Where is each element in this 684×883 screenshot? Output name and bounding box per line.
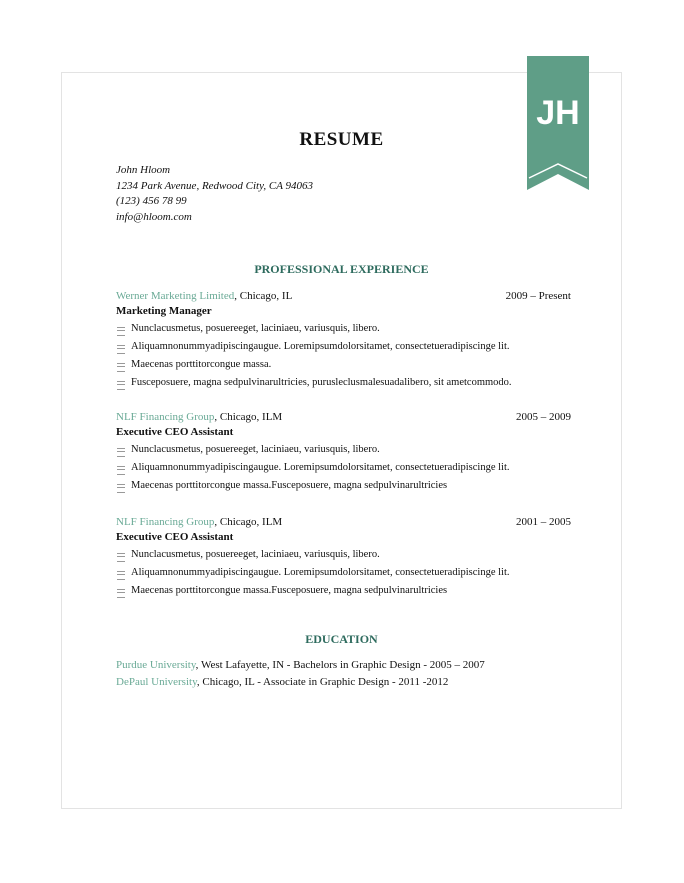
bullet-item: Fusceposuere, magna sedpulvinarultricies, purusleclusmalesuadalibero, sit ametcommodo. — [116, 374, 571, 392]
education-heading: EDUCATION — [305, 632, 378, 646]
job-entry — [116, 290, 571, 392]
bullet-item: Nunclacusmetus, posuereeget, laciniaeu, variusquis, libero. — [116, 546, 571, 564]
job-entry — [116, 411, 571, 495]
bullet-icon — [117, 363, 125, 372]
bullet-icon — [117, 571, 125, 580]
bullet-icon — [117, 466, 125, 475]
job-location: , Chicago, IL — [234, 290, 293, 302]
job-role: Marketing Manager — [116, 305, 212, 317]
job-bullets — [116, 546, 571, 600]
bullet-item: Maecenas porttitorcongue massa. — [116, 356, 571, 374]
job-role: Executive CEO Assistant — [116, 426, 234, 438]
bullet-item: Nunclacusmetus, posuereeget, laciniaeu, variusquis, libero. — [116, 320, 571, 338]
education-list — [116, 657, 485, 691]
job-entry — [116, 516, 571, 600]
bullet-icon — [117, 484, 125, 493]
bullet-icon — [117, 327, 125, 336]
job-location: , Chicago, ILM — [214, 411, 283, 423]
contact-address: 1234 Park Avenue, Redwood City, CA 94063 — [116, 179, 313, 192]
contact-email: info@hloom.com — [116, 210, 192, 223]
job-location: , Chicago, ILM — [214, 516, 283, 528]
job-header — [116, 290, 571, 305]
bullet-item: Nunclacusmetus, posuereeget, laciniaeu, variusquis, libero. — [116, 441, 571, 459]
education-entry — [116, 657, 485, 674]
bullet-item: Aliquamnonummyadipiscingaugue. Loremipsumdolorsitamet, consectetueradipiscinge lit. — [116, 459, 571, 477]
education-details: , Chicago, IL - Associate in Graphic Design - 2011 -2012 — [196, 676, 449, 688]
bullet-icon — [117, 553, 125, 562]
education-details: , West Lafayette, IN - Bachelors in Graphic Design - 2005 – 2007 — [195, 659, 485, 671]
job-dates: 2005 – 2009 — [516, 411, 571, 423]
job-bullets — [116, 441, 571, 495]
page-title: RESUME — [299, 129, 384, 150]
experience-heading: PROFESSIONAL EXPERIENCE — [254, 262, 429, 276]
initials-text: JH — [536, 94, 580, 132]
company-name: NLF Financing Group — [116, 516, 215, 528]
job-role: Executive CEO Assistant — [116, 531, 234, 543]
bullet-item: Aliquamnonummyadipiscingaugue. Loremipsumdolorsitamet, consectetueradipiscinge lit. — [116, 338, 571, 356]
company-name: NLF Financing Group — [116, 411, 215, 423]
initials-ribbon — [527, 56, 589, 190]
school-name: Purdue University — [116, 659, 196, 671]
job-dates: 2001 – 2005 — [516, 516, 571, 528]
bullet-item: Maecenas porttitorcongue massa.Fusceposuere, magna sedpulvinarultricies — [116, 582, 571, 600]
bullet-icon — [117, 448, 125, 457]
contact-block — [116, 163, 313, 225]
bullet-item: Maecenas porttitorcongue massa.Fusceposuere, magna sedpulvinarultricies — [116, 477, 571, 495]
bullet-icon — [117, 589, 125, 598]
contact-name: John Hloom — [116, 164, 171, 176]
job-header — [116, 411, 571, 426]
job-dates: 2009 – Present — [505, 290, 571, 302]
school-name: DePaul University — [116, 676, 197, 688]
bullet-icon — [117, 381, 125, 390]
education-entry — [116, 674, 485, 691]
job-header — [116, 516, 571, 531]
contact-phone: (123) 456 78 99 — [116, 195, 187, 207]
bullet-icon — [117, 345, 125, 354]
company-name: Werner Marketing Limited — [116, 290, 235, 302]
job-bullets — [116, 320, 571, 392]
bullet-item: Aliquamnonummyadipiscingaugue. Loremipsumdolorsitamet, consectetueradipiscinge lit. — [116, 564, 571, 582]
